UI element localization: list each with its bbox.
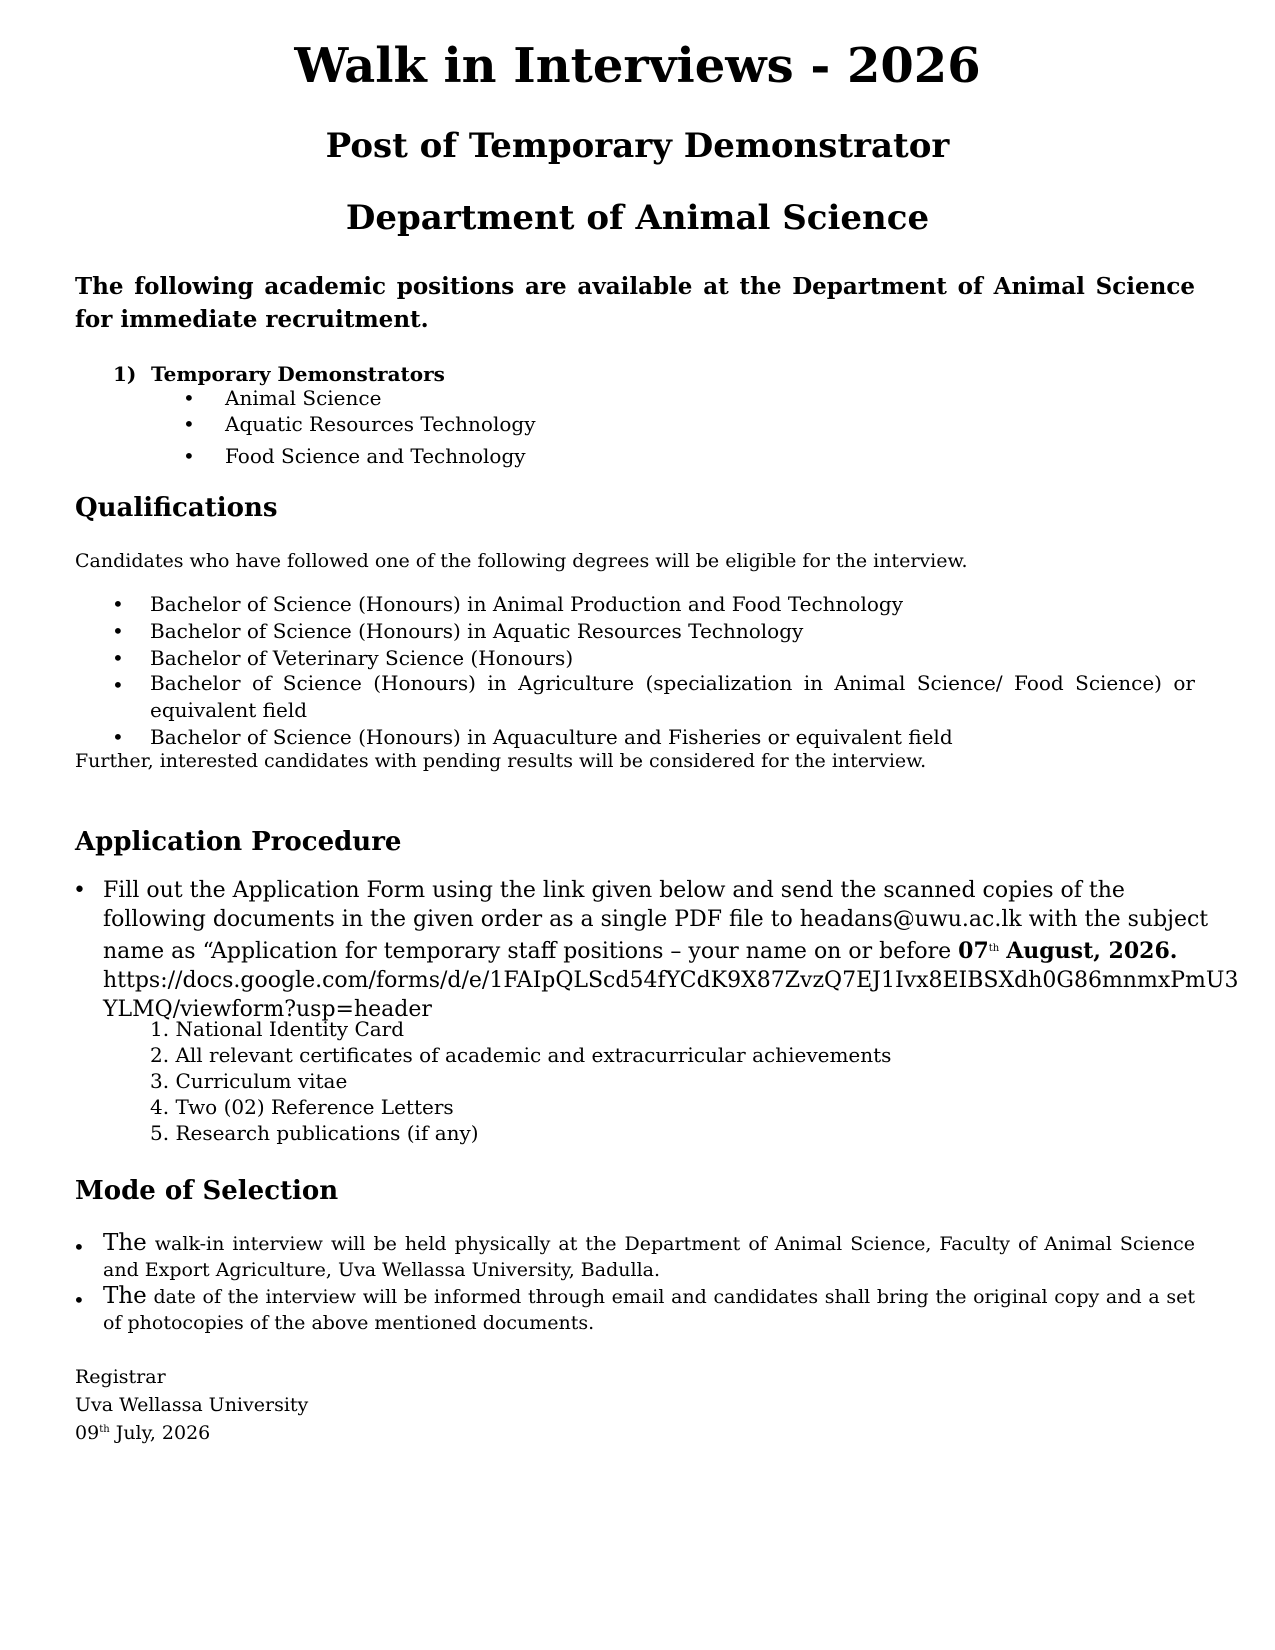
selection-item-lead: The <box>103 1283 147 1309</box>
degree-item: Bachelor of Science (Honours) in Agriculture (specialization in Animal Science/ Food Science) or equivalent field <box>150 671 1195 722</box>
signature-date <box>75 1422 210 1444</box>
application-heading: Application Procedure <box>75 827 402 857</box>
qualifications-note: Further, interested candidates with pending results will be considered for the interview. <box>75 750 927 772</box>
selection-item-lead: The <box>103 1230 147 1256</box>
qualifications-heading: Qualifications <box>75 493 278 523</box>
application-text: Fill out the Application Form using the link given below and send the scanned copies of the following documents in the given order as a single PDF file to headans@uwu.ac.lk with the subject name as “Application for temporary staff positions – your name on or before <box>103 878 1209 964</box>
document-item: 1. National Identity Card <box>150 1017 405 1041</box>
bullet-icon: • <box>73 1235 85 1259</box>
department-title: Department of Animal Science <box>345 198 930 238</box>
positions-number: 1) <box>113 362 137 386</box>
selection-item-text: walk-in interview will be held physically at the Department of Animal Science, Faculty of Animal Science and Export Agriculture, Uva Wellassa University, Badulla. <box>103 1233 1195 1281</box>
bullet-icon: • <box>183 444 195 468</box>
position-item: Animal Science <box>225 386 382 410</box>
signature-org: Uva Wellassa University <box>75 1394 309 1416</box>
deadline-rest: August, 2026. <box>1006 938 1178 964</box>
selection-heading: Mode of Selection <box>75 1176 339 1206</box>
signature-date-sup: th <box>99 1424 110 1435</box>
degree-item: Bachelor of Veterinary Science (Honours) <box>150 646 574 670</box>
bullet-icon: • <box>112 725 124 749</box>
document-item: 3. Curriculum vitae <box>150 1069 348 1093</box>
form-link-line2[interactable]: YLMQ/viewform?usp=header <box>103 997 432 1022</box>
selection-item <box>103 1230 1195 1283</box>
document-item: 5. Research publications (if any) <box>150 1121 479 1145</box>
signature-date-day: 09 <box>75 1422 100 1444</box>
application-paragraph <box>103 876 1239 1024</box>
bullet-icon: • <box>73 1288 85 1312</box>
document-item: 2. All relevant certificates of academic and extracurricular achievements <box>150 1043 892 1067</box>
bullet-icon: • <box>112 646 124 670</box>
position-item: Food Science and Technology <box>225 444 526 468</box>
positions-heading <box>113 362 445 386</box>
bullet-icon: • <box>73 878 86 903</box>
signature-date-rest: July, 2026 <box>109 1422 211 1444</box>
bullet-icon: • <box>183 412 195 436</box>
selection-item <box>103 1283 1195 1336</box>
post-title: Post of Temporary Demonstrator <box>325 126 950 166</box>
document-item: 4. Two (02) Reference Letters <box>150 1095 454 1119</box>
page-title: Walk in Interviews - 2026 <box>294 38 981 94</box>
positions-heading-text: Temporary Demonstrators <box>151 362 445 386</box>
deadline-sup: th <box>988 943 1000 954</box>
deadline-day: 07 <box>958 938 989 964</box>
form-link-line1[interactable]: https://docs.google.com/forms/d/e/1FAIpQLScd54fYCdK9X87ZvzQ7EJ1Ivx8EIBSXdh0G86mnmxPmU3 <box>103 968 1239 993</box>
qualifications-lead: Candidates who have followed one of the following degrees will be eligible for the interview. <box>75 550 968 572</box>
signature-role: Registrar <box>75 1366 166 1388</box>
degree-item: Bachelor of Science (Honours) in Aquatic Resources Technology <box>150 619 804 643</box>
selection-item-text: date of the interview will be informed through email and candidates shall bring the original copy and a set of photocopies of the above mentioned documents. <box>103 1286 1195 1334</box>
bullet-icon: • <box>112 592 124 616</box>
bullet-icon: • <box>112 619 124 643</box>
bullet-icon: • <box>112 673 124 697</box>
intro-paragraph: The following academic positions are available at the Department of Animal Science for immediate recruitment. <box>75 273 1195 333</box>
bullet-icon: • <box>183 386 195 410</box>
position-item: Aquatic Resources Technology <box>225 412 536 436</box>
degree-item: Bachelor of Science (Honours) in Animal Production and Food Technology <box>150 592 903 616</box>
degree-item: Bachelor of Science (Honours) in Aquaculture and Fisheries or equivalent field <box>150 725 953 749</box>
